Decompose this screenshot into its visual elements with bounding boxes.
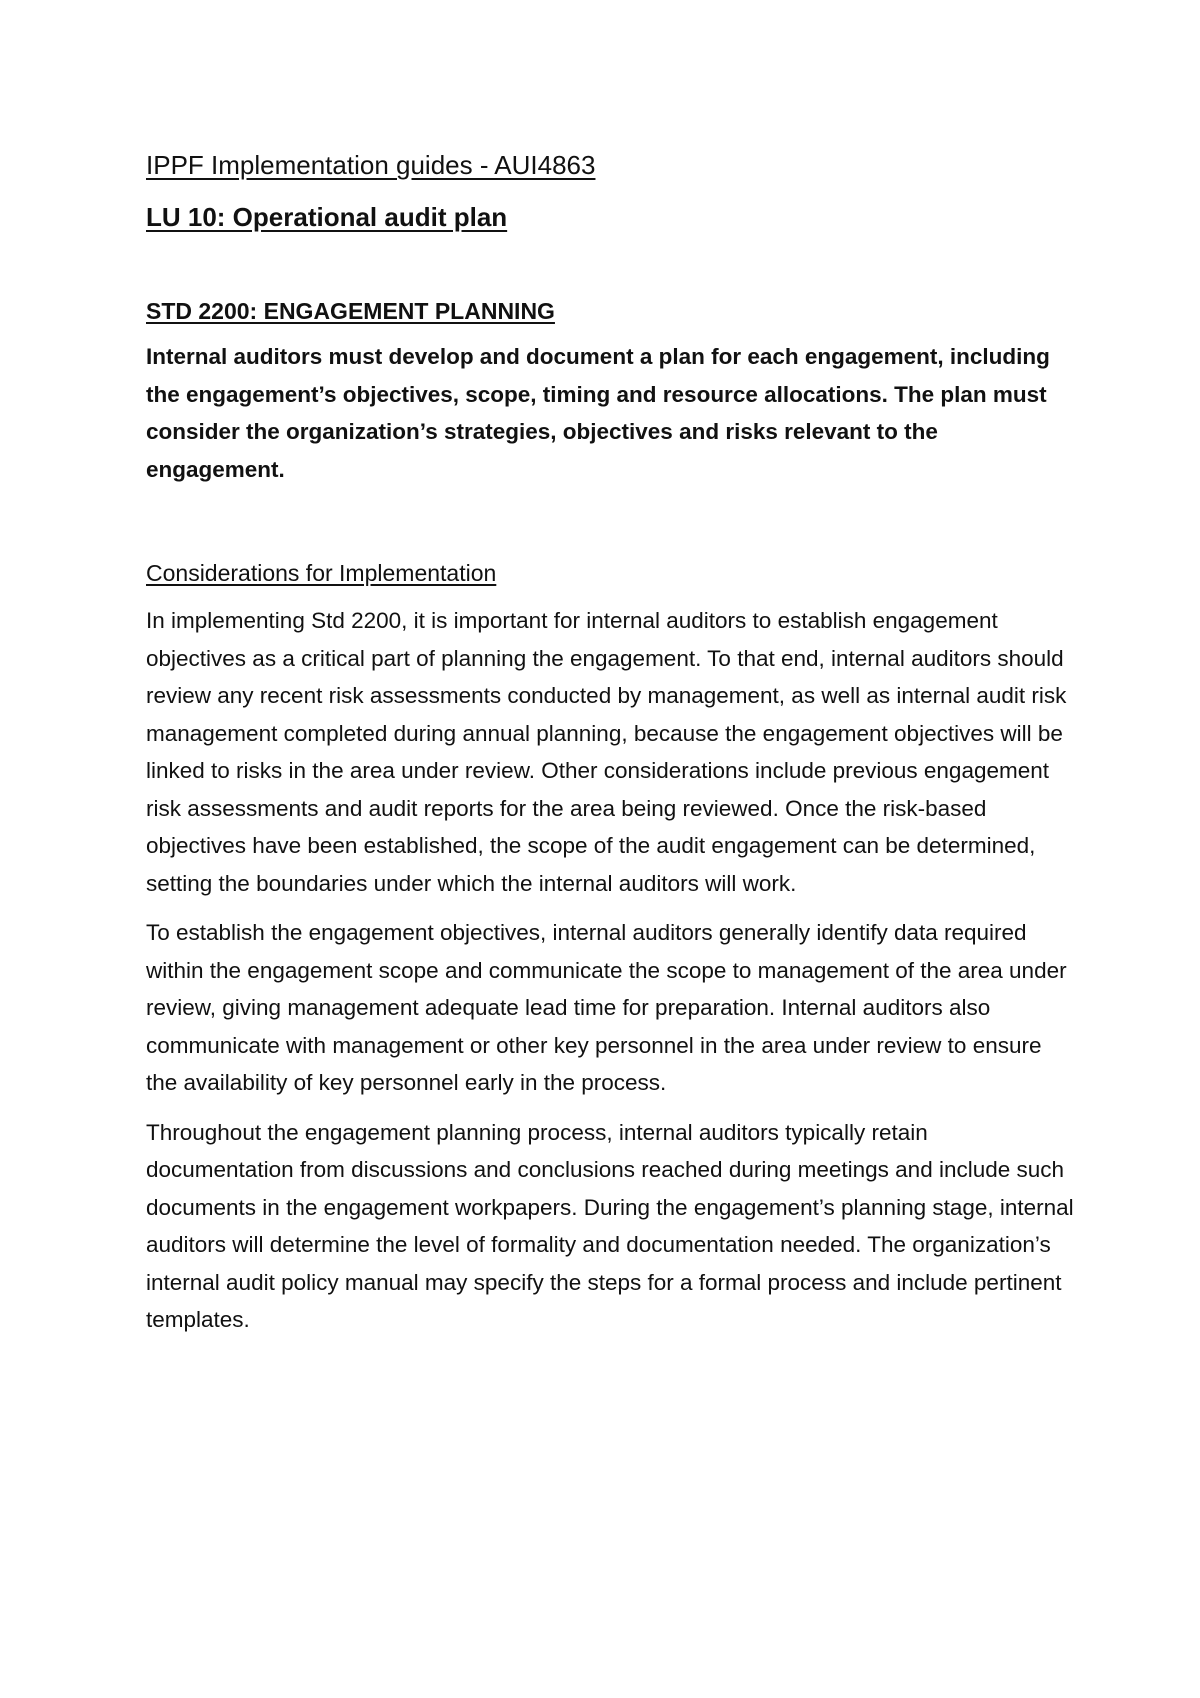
standard-heading: STD 2200: ENGAGEMENT PLANNING xyxy=(146,298,555,324)
document-title: IPPF Implementation guides - AUI4863 xyxy=(146,150,596,180)
paragraph-1: In implementing Std 2200, it is important for internal auditors to establish engagement objectives as a critical part of planning the engagement. To that end, internal auditors should review any recent risk assessments conducted by management, as well as internal audit risk management completed during annual planning, because the engagement objectives will be linked to risks in the area under review. Other considerations include previous engagement risk assessments and audit reports for the area being reviewed. Once the risk-based objectives have been established, the scope of the audit engagement can be determined, setting the boundaries under which the internal auditors will work. xyxy=(146,608,1067,896)
document-content xyxy=(146,146,1076,1339)
paragraph-3: Throughout the engagement planning process, internal auditors typically retain documentation from discussions and conclusions reached during meetings and include such documents in the engagement workpapers. During the engagement’s planning stage, internal auditors will determine the level of formality and documentation needed. The organization’s internal audit policy manual may specify the steps for a formal process and include pertinent templates. xyxy=(146,1119,1074,1332)
document-subtitle: LU 10: Operational audit plan xyxy=(146,202,508,232)
standard-text: Internal auditors must develop and document a plan for each engagement, including the engagement’s objectives, scope, timing and resource allocations. The plan must consider the organization’s strategies, objectives and risks relevant to the engagement. xyxy=(146,344,1050,482)
paragraph-2: To establish the engagement objectives, internal auditors generally identify data required within the engagement scope and communicate the scope to management of the area under review, giving management adequate lead time for preparation. Internal auditors also communicate with management or other key personnel in the area under review to ensure the availability of key personnel early in the process. xyxy=(146,920,1067,1095)
section-heading: Considerations for Implementation xyxy=(146,560,497,586)
